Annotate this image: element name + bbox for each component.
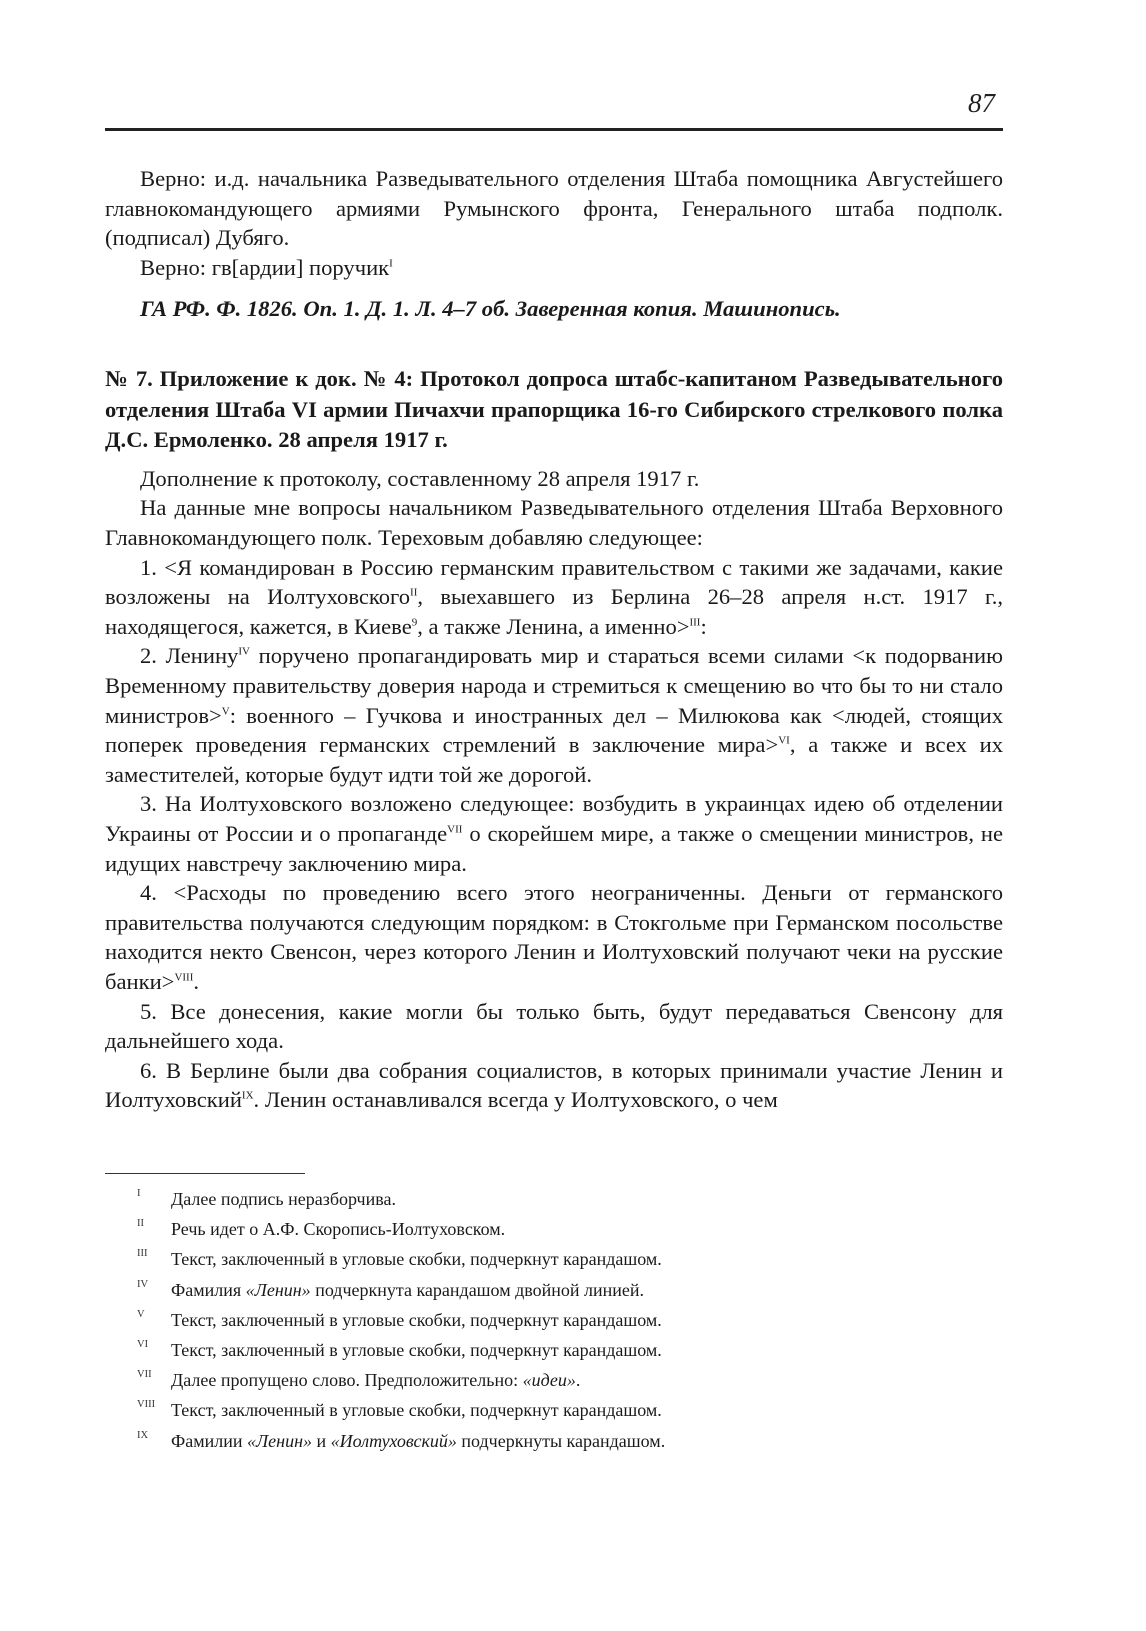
body-paragraph: Дополнение к протоколу, составленному 28 апреля 1917 г. [140, 465, 700, 491]
archive-source-line: ГА РФ. Ф. 1826. Оп. 1. Д. 1. Л. 4–7 об. Заверенная копия. Машинопись. [140, 296, 841, 322]
footnote: V Текст, заключенный в угловые скобки, подчеркнут карандашом. [105, 1305, 1003, 1335]
certification-paragraph: Верно: и.д. начальника Разведывательного отделения Штаба помощника Августейшего главнокомандующего армиями Румынского фронта, Генерального штаба подполк. (подписал) Дубяго. [105, 166, 1003, 251]
footnote-ref[interactable]: IX [241, 1089, 254, 1102]
main-text [105, 164, 1003, 1115]
footnote-ref[interactable]: I [389, 257, 393, 270]
endnote-ref[interactable]: 9 [411, 616, 418, 629]
body-paragraph: 4. <Расходы по проведению всего этого неограниченны. Деньги от германского правительства получаются следующим порядком: в Стокгольме при Германском посольстве находится некто Свенсон, через которого Ленин и Иолтуховский получают чеки на русские банки>$^{VIII}$. [105, 880, 1003, 994]
footnote-mark: VII [137, 1369, 152, 1381]
header-rule [105, 128, 1003, 131]
footnote-mark: IX [137, 1429, 149, 1441]
footnote: VI Текст, заключенный в угловые скобки, подчеркнут карандашом. [105, 1335, 1003, 1365]
footnote: III Текст, заключенный в угловые скобки, подчеркнут карандашом. [105, 1244, 1003, 1274]
body-paragraph: На данные мне вопросы начальником Разведывательного отделения Штаба Верховного Главнокомандующего полк. Тереховым добавляю следующее: [105, 495, 1003, 551]
certification-signature: Верно: гв[ардии] поручик$^I$ [140, 254, 393, 280]
footnote-mark: VI [137, 1339, 149, 1351]
footnote-ref[interactable]: V [221, 705, 230, 718]
body-paragraph: 5. Все донесения, какие могли бы только быть, будут передаваться Свенсону для дальнейшего хода. [105, 998, 1003, 1054]
footnote-ref[interactable]: VIII [174, 971, 194, 984]
body-paragraph: 1. <Я командирован в Россию германским правительством с такими же задачами, какие возложены на Иолтуховского$^{II}$, выехавшего из Берлина 26–28 апреля н.ст. 1917 г., находящегося, кажется, в Киеве$^9$, а также Ленина, а именно>$^{III}$: [105, 554, 1003, 639]
footnote: VIII Текст, заключенный в угловые скобки, подчеркнут карандашом. [105, 1395, 1003, 1425]
footnote-mark: III [137, 1248, 148, 1260]
body-paragraph: 2. Ленину$^{IV}$ поручено пропагандировать мир и стараться всеми силами <к подорванию Временному правительству доверия народа и стремиться к смещению во что бы то ни стало министров>$^V$: военного – Гучкова и иностранных дел – Милюкова как <людей, стоящих поперек проведения германских стремлений в заключение мира>$^{VI}$, а также и всех их заместителей, которые будут идти той же дорогой. [105, 643, 1003, 787]
footnote-mark: IV [137, 1278, 149, 1290]
footnote-mark: V [137, 1308, 145, 1320]
body-paragraph: 3. На Иолтуховского возложено следующее: возбудить в украинцах идею об отделении Украины от России и о пропаганде$^{VII}$ о скорейшем мире, а также о смещении министров, не идущих навстречу заключению мира. [105, 791, 1003, 876]
footnote: IX Фамилии «Ленин» и «Иолтуховский» подчеркнуты карандашом. [105, 1426, 1003, 1456]
footnote-ref[interactable]: II [410, 586, 418, 599]
footnotes [105, 1184, 1003, 1456]
footnote-ref[interactable]: IV [238, 645, 250, 658]
footnote-mark: VIII [137, 1399, 156, 1411]
footnote-ref[interactable]: VII [447, 823, 463, 836]
document-title: № 7. Приложение к док. № 4: Протокол допроса штабс-капитаном Разведывательного отделения Штаба VI армии Пичахчи прапорщика 16-го Сибирского стрелкового полка Д.С. Ермоленко. 28 апреля 1917 г. [105, 366, 1003, 453]
body-paragraph: 6. В Берлине были два собрания социалистов, в которых принимали участие Ленин и Иолтуховский$^{IX}$. Ленин останавливался всегда у Иолтуховского, о чем [105, 1057, 1003, 1113]
footnote-mark: I [137, 1188, 141, 1199]
footnote: VII Далее пропущено слово. Предположительно: «идеи». [105, 1365, 1003, 1395]
footnote-rule [105, 1173, 305, 1174]
footnote: II Речь идет о А.Ф. Скоропись-Иолтуховском. [105, 1214, 1003, 1244]
footnote-mark: II [137, 1218, 144, 1230]
footnote: I Далее подпись неразборчива. [105, 1184, 1003, 1214]
footnote-ref[interactable]: VI [778, 734, 790, 747]
page-number: 87 [968, 88, 995, 118]
footnote: IV Фамилия «Ленин» подчеркнута карандашом двойной линией. [105, 1275, 1003, 1305]
footnote-ref[interactable]: III [689, 616, 701, 629]
